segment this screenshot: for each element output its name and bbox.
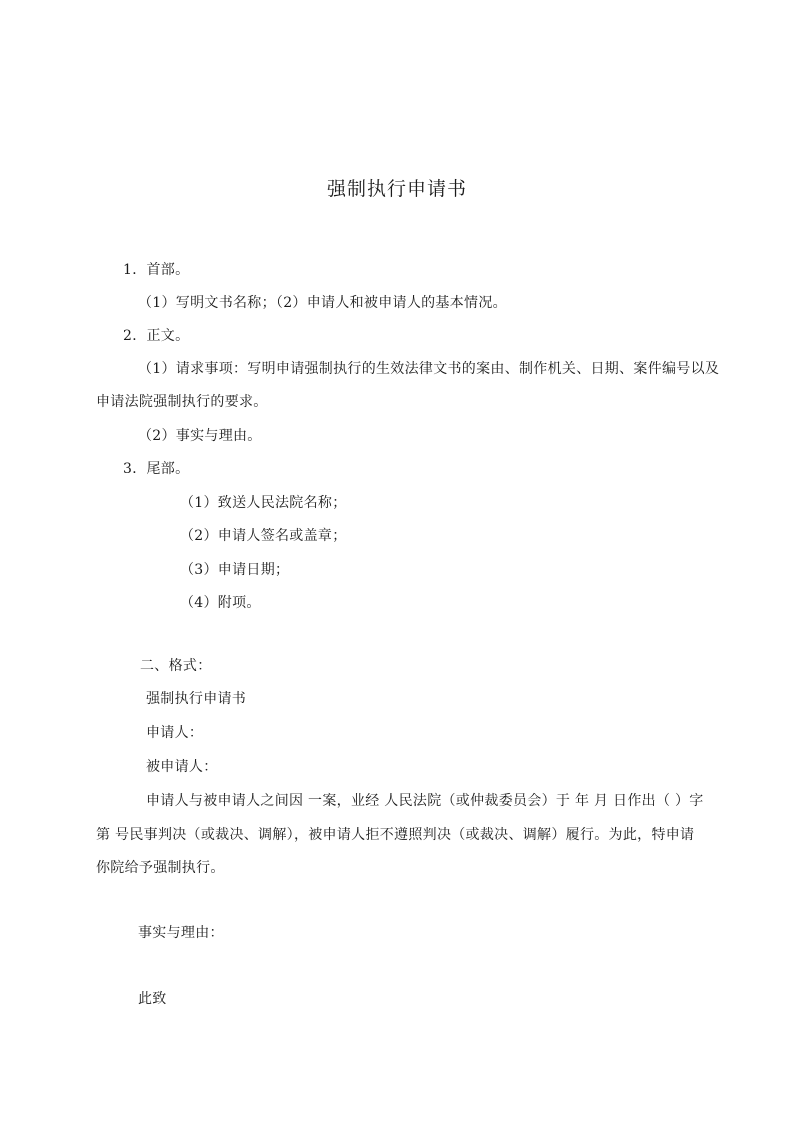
outline-item2-detail2: （2）事实与理由。 [138,428,262,444]
outline-item3-sub4: （4）附项。 [180,595,261,611]
outline-item1-detail: （1）写明文书名称；（2）申请人和被申请人的基本情况。 [138,295,507,311]
format-applicant: 申请人： [146,725,204,741]
format-body-line1: 申请人与被申请人之间因 一案，业经 人民法院（或仲裁委员会）于 年 月 日作出（ ）字 [146,793,704,809]
format-doc-name: 强制执行申请书 [146,691,247,707]
format-body-line2: 第 号民事判决（或裁决、调解），被申请人拒不遵照判决（或裁决、调解）履行。为此，特申请 [96,827,695,843]
document-title: 强制执行申请书 [326,178,467,200]
outline-item2-detail-line2: 申请法院强制执行的要求。 [96,394,268,410]
outline-item3-sub2: （2）申请人签名或盖章； [180,528,347,544]
outline-item3-heading: 3．尾部。 [123,461,190,477]
format-facts-reasons: 事实与理由： [138,925,224,941]
outline-item2-heading: 2．正文。 [123,328,190,344]
format-body-line3: 你院给予强制执行。 [96,860,225,876]
outline-item3-sub3: （3）申请日期； [180,562,290,578]
outline-item3-sub1: （1）致送人民法院名称； [180,495,347,511]
outline-item2-detail-line1: （1）请求事项：写明申请强制执行的生效法律文书的案由、制作机关、日期、案件编号以及 [138,361,720,377]
format-respondent: 被申请人： [146,759,218,775]
outline-item1-heading: 1．首部。 [123,262,190,278]
format-heading: 二、格式： [140,658,212,674]
format-closing: 此致 [138,991,167,1007]
